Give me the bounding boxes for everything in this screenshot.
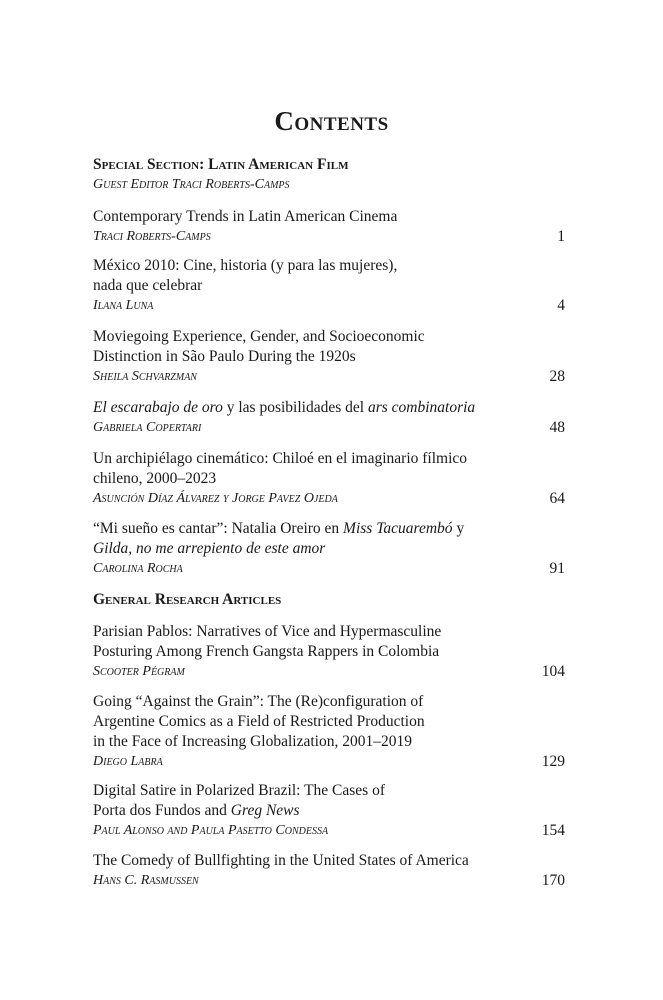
entry-title-cont: nada que celebrar <box>93 277 203 294</box>
entry-title: Parisian Pablos: Narratives of Vice and Hypermasculine <box>93 623 442 640</box>
entry-page-number: 129 <box>541 753 565 770</box>
entry-author: Carolina Rocha <box>93 561 183 576</box>
entry-title-cont <box>93 801 565 821</box>
entry-title-cont: Posturing Among French Gangsta Rappers in Colombia <box>93 643 440 660</box>
entry-author: Gabriela Copertari <box>93 420 202 435</box>
toc-entry[interactable] <box>93 519 565 578</box>
entry-title <box>93 519 565 539</box>
entry-title-plain: y <box>452 520 465 537</box>
entry-author: Traci Roberts-Camps <box>93 229 211 244</box>
entry-title-cont: Argentine Comics as a Field of Restricted Production <box>93 713 425 730</box>
page-title: Contents <box>274 106 389 136</box>
entry-title-cont: in the Face of Increasing Globalization, 2001–2019 <box>93 733 412 750</box>
toc-entry[interactable] <box>93 256 565 315</box>
special-section-heading: Special Section: Latin American Film <box>93 156 349 173</box>
entry-author: Paul Alonso and Paula Pasetto Condessa <box>93 823 329 838</box>
entry-page-number: 91 <box>549 560 565 577</box>
entry-author: Ilana Luna <box>93 298 154 313</box>
entry-title-italic: Greg News <box>230 802 300 819</box>
special-section-header <box>93 155 565 194</box>
entry-title: Contemporary Trends in Latin American Cinema <box>93 208 398 225</box>
entry-title: The Comedy of Bullfighting in the United States of America <box>93 852 469 869</box>
entry-author: Asunción Díaz Álvarez y Jorge Pavez Ojeda <box>93 491 338 506</box>
entry-page-number: 154 <box>541 822 565 839</box>
guest-editor: Guest Editor Traci Roberts-Camps <box>93 177 290 192</box>
entry-author: Sheila Schvarzman <box>93 369 197 384</box>
entry-page-number: 104 <box>541 663 565 680</box>
general-section-header <box>93 590 565 610</box>
entry-page-number: 64 <box>549 490 565 507</box>
entry-title: Going “Against the Grain”: The (Re)configuration of <box>93 693 424 710</box>
toc-entry[interactable] <box>93 692 565 771</box>
entry-author: Hans C. Rasmussen <box>93 873 199 888</box>
entry-title-italic: Gilda, no me arrepiento de este amor <box>93 540 326 557</box>
toc-entry[interactable] <box>93 327 565 386</box>
entry-page-number: 170 <box>541 872 565 889</box>
toc-entry[interactable] <box>93 449 565 508</box>
entry-title: Digital Satire in Polarized Brazil: The Cases of <box>93 782 385 799</box>
entry-title: México 2010: Cine, historia (y para las mujeres), <box>93 257 398 274</box>
entry-page-number: 1 <box>557 228 565 245</box>
entry-title-italic: Miss Tacuarembó <box>343 520 453 537</box>
entry-page-number: 28 <box>549 368 565 385</box>
entry-title-plain: “Mi sueño es cantar”: Natalia Oreiro en <box>93 520 344 537</box>
toc-entry[interactable] <box>93 781 565 840</box>
entry-title <box>93 398 565 418</box>
entry-title-cont <box>93 539 565 559</box>
entry-title-italic: El escarabajo de oro <box>93 399 223 416</box>
entry-title-italic: ars combinatoria <box>367 399 476 416</box>
toc-entry[interactable] <box>93 622 565 681</box>
entry-author: Scooter Pégram <box>93 664 185 679</box>
entry-author: Diego Labra <box>93 754 163 769</box>
toc-entry[interactable] <box>93 207 565 246</box>
entry-page-number: 4 <box>557 297 565 314</box>
entry-title-cont: chileno, 2000–2023 <box>93 470 217 487</box>
entry-page-number: 48 <box>549 419 565 436</box>
entry-title-plain: Porta dos Fundos and <box>93 802 231 819</box>
entry-title-cont: Distinction in São Paulo During the 1920s <box>93 348 356 365</box>
entry-title: Moviegoing Experience, Gender, and Socioeconomic <box>93 328 425 345</box>
general-section-heading: General Research Articles <box>93 591 282 608</box>
entry-title-plain: y las posibilidades del <box>222 399 368 416</box>
toc-entry[interactable] <box>93 398 565 437</box>
toc-entry[interactable] <box>93 851 565 890</box>
entry-title: Un archipiélago cinemático: Chiloé en el imaginario fílmico <box>93 450 468 467</box>
